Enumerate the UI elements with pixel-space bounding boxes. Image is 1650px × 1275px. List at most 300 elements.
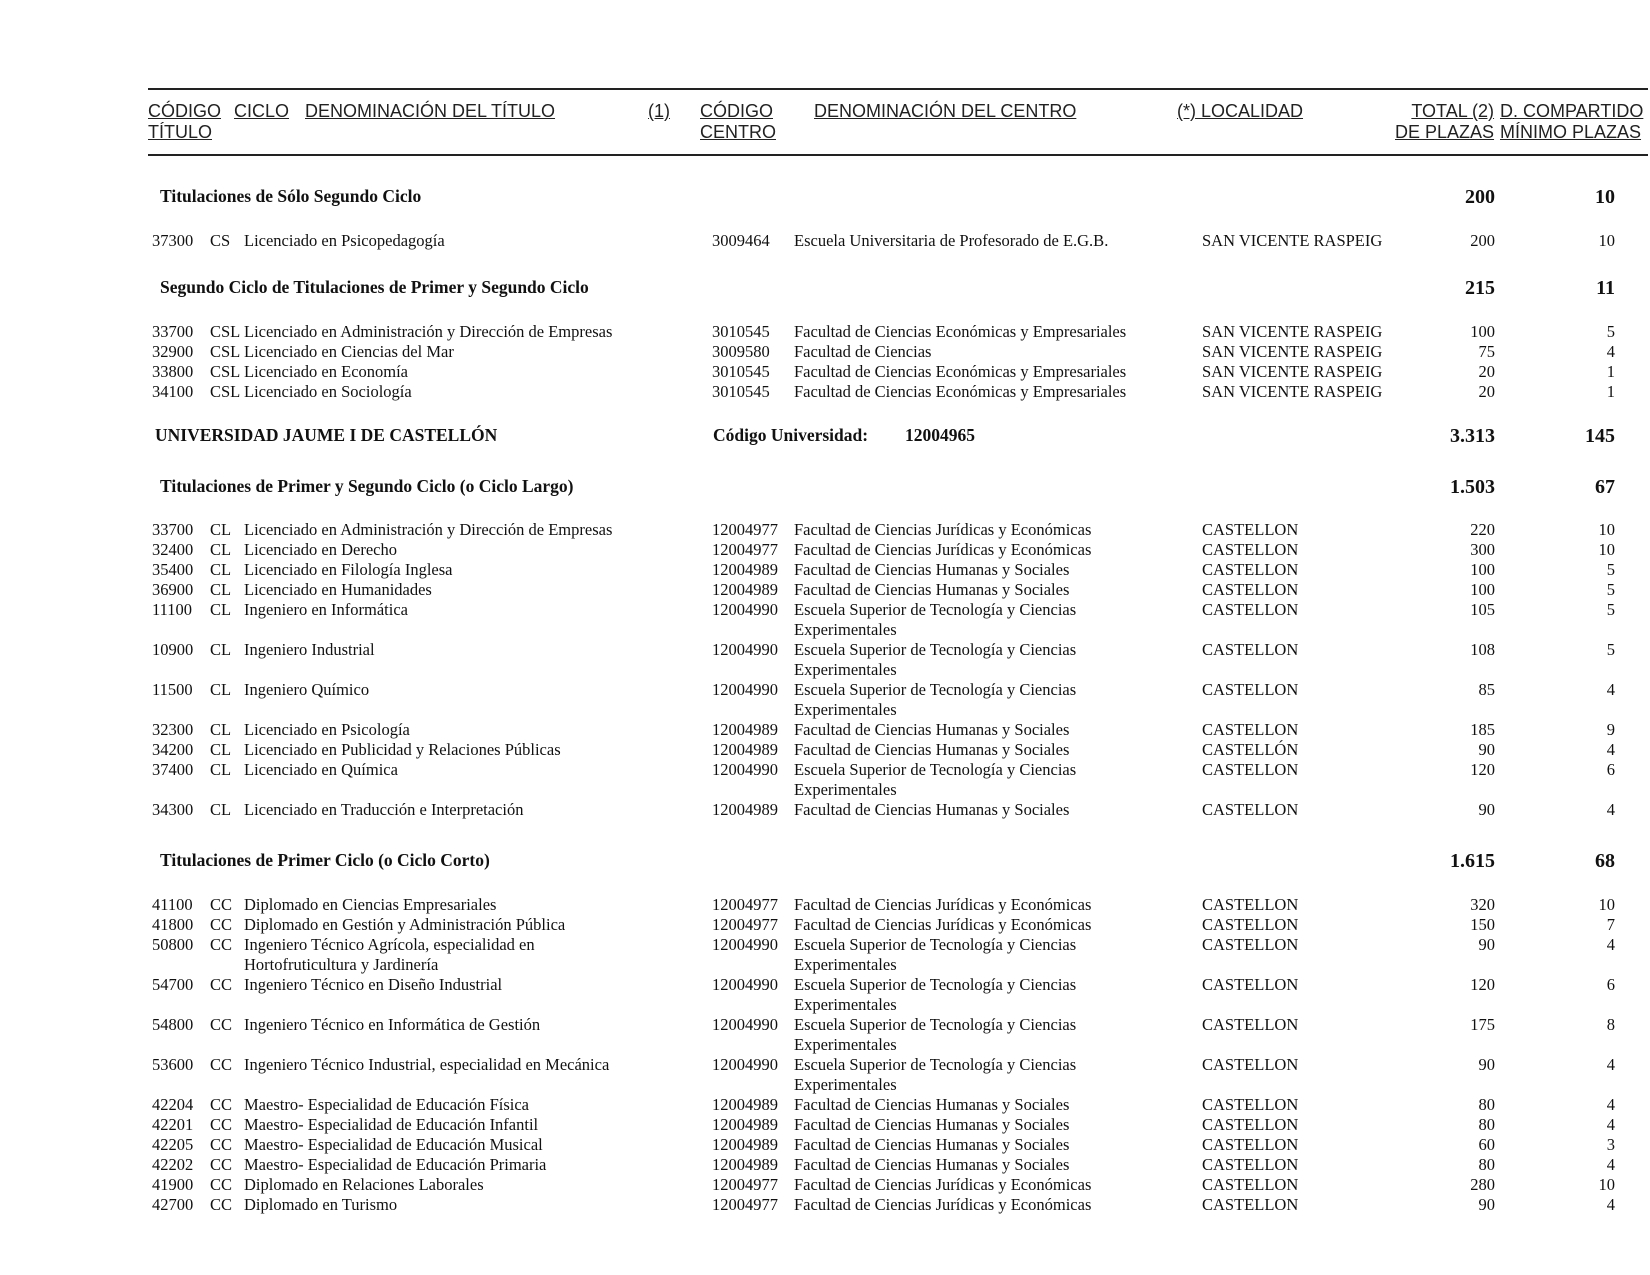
denominacion-titulo-line: Diplomado en Turismo [244,1195,398,1214]
codigo-titulo: 50800 [152,935,194,954]
codigo-titulo: 42205 [152,1135,194,1154]
denominacion-centro [794,760,1076,800]
denominacion-titulo-line: Licenciado en Administración y Dirección de Empresas [244,520,613,539]
denominacion-titulo [244,382,412,402]
table-row [0,935,1650,975]
codigo-centro: 12004989 [712,1115,778,1134]
denominacion-centro-line: Facultad de Ciencias Humanas y Sociales [794,1115,1070,1134]
denominacion-titulo-line: Ingeniero Químico [244,680,370,699]
minimo-plazas: 10 [1598,540,1615,559]
denominacion-titulo [244,1155,546,1175]
denominacion-titulo-line: Hortofruticultura y Jardinería [244,955,439,974]
denominacion-titulo [244,760,398,780]
ciclo: CC [210,1095,233,1114]
codigo-centro: 12004989 [712,560,778,579]
denominacion-titulo [244,1055,609,1075]
denominacion-titulo-line: Diplomado en Gestión y Administración Pública [244,915,566,934]
total-plazas: 100 [1470,560,1495,579]
denominacion-centro-line: Escuela Superior de Tecnología y Ciencias [794,680,1077,699]
codigo-titulo: 11500 [152,680,193,699]
denominacion-centro-line: Facultad de Ciencias Humanas y Sociales [794,1155,1070,1174]
denominacion-titulo [244,1135,543,1155]
denominacion-centro [794,975,1076,1015]
localidad: CASTELLON [1202,975,1299,994]
denominacion-titulo [244,560,452,580]
denominacion-centro [794,1175,1091,1195]
minimo-plazas: 10 [1598,1175,1615,1194]
codigo-titulo: 41100 [152,895,193,914]
denominacion-centro-line: Facultad de Ciencias Jurídicas y Económicas [794,895,1092,914]
codigo-centro: 12004989 [712,1135,778,1154]
localidad: CASTELLON [1202,720,1299,739]
localidad: CASTELLON [1202,1135,1299,1154]
total-plazas: 175 [1470,1015,1495,1034]
header-localidad: (*) LOCALIDAD [1177,101,1304,121]
codigo-titulo: 32900 [152,342,194,361]
denominacion-centro [794,1195,1091,1215]
denominacion-centro-line: Experimentales [794,780,897,799]
localidad: CASTELLON [1202,800,1299,819]
denominacion-centro [794,1055,1076,1095]
denominacion-centro [794,362,1126,382]
codigo-centro: 3010545 [712,322,770,341]
denominacion-titulo [244,231,445,251]
denominacion-centro [794,231,1108,251]
minimo-plazas: 4 [1606,1155,1615,1174]
denominacion-centro [794,740,1069,760]
minimo-plazas: 5 [1606,322,1615,341]
codigo-titulo: 36900 [152,580,194,599]
denominacion-titulo-line: Licenciado en Química [244,760,398,779]
localidad: CASTELLON [1202,1175,1299,1194]
localidad: SAN VICENTE RASPEIG [1202,342,1383,361]
codigo-titulo: 42201 [152,1115,194,1134]
denominacion-titulo [244,1015,540,1035]
header-total-plazas-line2: DE PLAZAS [1395,122,1495,142]
denominacion-centro [794,560,1069,580]
denominacion-titulo-line: Licenciado en Traducción e Interpretación [244,800,524,819]
minimo-plazas: 8 [1606,1015,1615,1034]
denominacion-centro [794,600,1076,640]
university-name: UNIVERSIDAD JAUME I DE CASTELLÓN [155,425,498,445]
minimo-plazas: 4 [1606,342,1615,361]
total-plazas: 100 [1470,580,1495,599]
localidad: CASTELLON [1202,1195,1299,1214]
denominacion-centro-line: Experimentales [794,1035,897,1054]
table-row [0,600,1650,640]
denominacion-centro-line: Experimentales [794,620,897,639]
denominacion-centro [794,1015,1076,1055]
codigo-titulo: 32300 [152,720,194,739]
localidad: CASTELLON [1202,1115,1299,1134]
denominacion-centro-line: Facultad de Ciencias Económicas y Empresariales [794,362,1127,381]
section-min-plazas: 10 [1595,186,1615,208]
total-plazas: 80 [1478,1115,1495,1134]
section-title: Segundo Ciclo de Titulaciones de Primer y Segundo Ciclo [160,277,589,297]
denominacion-titulo-line: Licenciado en Economía [244,362,409,381]
minimo-plazas: 10 [1598,520,1615,539]
total-plazas: 90 [1478,1195,1495,1214]
denominacion-titulo-line: Maestro- Especialidad de Educación Musical [244,1135,543,1154]
ciclo: CC [210,975,233,994]
total-plazas: 200 [1470,231,1495,250]
minimo-plazas: 4 [1606,1055,1615,1074]
denominacion-titulo [244,1195,397,1215]
ciclo: CSL [210,342,241,361]
denominacion-centro-line: Facultad de Ciencias Humanas y Sociales [794,800,1070,819]
section-title: Titulaciones de Primer y Segundo Ciclo (o Ciclo Largo) [160,476,574,496]
header-codigo-titulo-line2: TÍTULO [148,122,213,142]
localidad: CASTELLON [1202,540,1299,559]
ciclo: CC [210,895,233,914]
denominacion-centro-line: Escuela Superior de Tecnología y Ciencias [794,600,1077,619]
denominacion-titulo-line: Ingeniero Técnico Industrial, especialidad en Mecánica [244,1055,610,1074]
codigo-centro: 12004990 [712,1055,778,1074]
header-d-compartido-line2: MÍNIMO PLAZAS [1500,122,1642,142]
denominacion-titulo-line: Maestro- Especialidad de Educación Primaria [244,1155,547,1174]
table-row [0,760,1650,800]
denominacion-centro-line: Escuela Superior de Tecnología y Ciencias [794,975,1077,994]
localidad: SAN VICENTE RASPEIG [1202,231,1383,250]
header-codigo-centro-line1: CÓDIGO [700,101,774,121]
localidad: SAN VICENTE RASPEIG [1202,382,1383,401]
ciclo: CL [210,740,232,759]
ciclo: CL [210,580,232,599]
denominacion-titulo-line: Maestro- Especialidad de Educación Infantil [244,1115,539,1134]
ciclo: CC [210,935,233,954]
codigo-centro: 3009464 [712,231,770,250]
header-codigo-centro-line2: CENTRO [700,122,776,142]
denominacion-centro [794,342,931,362]
total-plazas: 120 [1470,760,1495,779]
codigo-titulo: 42700 [152,1195,194,1214]
denominacion-titulo-line: Licenciado en Humanidades [244,580,432,599]
header-note-1: (1) [648,101,670,121]
denominacion-centro-line: Facultad de Ciencias Económicas y Empresariales [794,382,1127,401]
ciclo: CL [210,540,232,559]
total-plazas: 320 [1470,895,1495,914]
denominacion-titulo-line: Diplomado en Relaciones Laborales [244,1175,484,1194]
minimo-plazas: 7 [1606,915,1615,934]
denominacion-centro [794,1095,1069,1115]
header-denominacion-titulo: DENOMINACIÓN DEL TÍTULO [305,101,556,121]
ciclo: CC [210,1175,233,1194]
total-plazas: 105 [1470,600,1495,619]
ciclo: CL [210,600,232,619]
codigo-titulo: 35400 [152,560,194,579]
localidad: CASTELLON [1202,1095,1299,1114]
denominacion-titulo-line: Licenciado en Psicopedagogía [244,231,445,250]
codigo-centro: 12004989 [712,740,778,759]
minimo-plazas: 4 [1606,1095,1615,1114]
table-row [0,382,1650,422]
denominacion-centro-line: Facultad de Ciencias [794,342,932,361]
codigo-titulo: 34200 [152,740,194,759]
ciclo: CC [210,1055,233,1074]
denominacion-centro [794,915,1091,935]
denominacion-titulo-line: Licenciado en Derecho [244,540,397,559]
denominacion-centro [794,1115,1069,1135]
denominacion-titulo [244,540,397,560]
minimo-plazas: 4 [1606,680,1615,699]
header-ciclo: CICLO [234,101,290,121]
minimo-plazas: 6 [1606,760,1615,779]
ciclo: CL [210,640,232,659]
denominacion-centro-line: Escuela Superior de Tecnología y Ciencias [794,1055,1077,1074]
minimo-plazas: 4 [1606,1115,1615,1134]
denominacion-centro-line: Facultad de Ciencias Humanas y Sociales [794,1095,1070,1114]
table-row [0,680,1650,720]
section-total-plazas: 1.615 [1450,850,1495,872]
denominacion-centro-line: Escuela Superior de Tecnología y Ciencias [794,935,1077,954]
denominacion-centro [794,640,1076,680]
denominacion-titulo [244,975,502,995]
denominacion-centro-line: Facultad de Ciencias Humanas y Sociales [794,1135,1070,1154]
table-row [0,1055,1650,1095]
ciclo: CC [210,915,233,934]
total-plazas: 150 [1470,915,1495,934]
denominacion-titulo [244,1175,484,1195]
localidad: CASTELLON [1202,1015,1299,1034]
denominacion-titulo [244,720,410,740]
localidad: CASTELLON [1202,680,1299,699]
localidad: CASTELLON [1202,935,1299,954]
table-row [0,1195,1650,1235]
total-plazas: 85 [1478,680,1495,699]
denominacion-centro-line: Facultad de Ciencias Humanas y Sociales [794,580,1070,599]
codigo-titulo: 33700 [152,322,194,341]
denominacion-titulo [244,1095,529,1115]
codigo-titulo: 32400 [152,540,194,559]
ciclo: CSL [210,322,241,341]
minimo-plazas: 1 [1606,362,1615,381]
ciclo: CC [210,1115,233,1134]
denominacion-titulo [244,800,523,820]
section-title: Titulaciones de Primer Ciclo (o Ciclo Corto) [160,850,490,870]
minimo-plazas: 4 [1606,1195,1615,1214]
denominacion-centro-line: Escuela Universitaria de Profesorado de E.G.B. [794,231,1109,250]
denominacion-titulo [244,935,535,975]
section-header-row [0,476,1650,516]
ciclo: CS [210,231,231,250]
university-code: 12004965 [905,425,975,445]
localidad: CASTELLON [1202,520,1299,539]
minimo-plazas: 5 [1606,600,1615,619]
codigo-centro: 12004990 [712,640,778,659]
denominacion-centro [794,1155,1069,1175]
minimo-plazas: 5 [1606,560,1615,579]
denominacion-titulo-line: Ingeniero Técnico en Informática de Gestión [244,1015,541,1034]
total-plazas: 120 [1470,975,1495,994]
ciclo: CL [210,560,232,579]
codigo-centro: 12004977 [712,520,778,539]
ciclo: CSL [210,382,241,401]
codigo-centro: 12004990 [712,1015,778,1034]
denominacion-titulo [244,680,369,700]
denominacion-centro-line: Facultad de Ciencias Humanas y Sociales [794,560,1070,579]
localidad: CASTELLON [1202,580,1299,599]
total-plazas: 60 [1478,1135,1495,1154]
localidad: CASTELLON [1202,1055,1299,1074]
codigo-centro: 12004989 [712,720,778,739]
codigo-centro: 12004977 [712,915,778,934]
denominacion-centro-line: Facultad de Ciencias Jurídicas y Económicas [794,540,1092,559]
denominacion-titulo-line: Ingeniero en Informática [244,600,409,619]
codigo-titulo: 54700 [152,975,194,994]
denominacion-titulo [244,362,408,382]
denominacion-titulo [244,600,408,620]
codigo-titulo: 41900 [152,1175,194,1194]
localidad: CASTELLON [1202,915,1299,934]
minimo-plazas: 6 [1606,975,1615,994]
localidad: SAN VICENTE RASPEIG [1202,322,1383,341]
denominacion-centro-line: Experimentales [794,660,897,679]
codigo-titulo: 33700 [152,520,194,539]
total-plazas: 90 [1478,800,1495,819]
codigo-titulo: 37300 [152,231,194,250]
section-total-plazas: 215 [1465,277,1495,299]
codigo-centro: 12004989 [712,1155,778,1174]
localidad: CASTELLÓN [1202,740,1299,759]
denominacion-titulo-line: Licenciado en Psicología [244,720,410,739]
codigo-titulo: 37400 [152,760,194,779]
section-header-row [0,850,1650,890]
denominacion-titulo [244,895,496,915]
denominacion-centro [794,895,1091,915]
codigo-centro: 12004977 [712,1175,778,1194]
minimo-plazas: 4 [1606,800,1615,819]
total-plazas: 20 [1478,382,1495,401]
denominacion-titulo [244,640,375,660]
minimo-plazas: 5 [1606,640,1615,659]
total-plazas: 80 [1478,1155,1495,1174]
ciclo: CL [210,520,232,539]
denominacion-centro [794,322,1126,342]
codigo-centro: 12004989 [712,800,778,819]
localidad: CASTELLON [1202,560,1299,579]
denominacion-titulo [244,322,612,342]
total-plazas: 90 [1478,1055,1495,1074]
codigo-titulo: 33800 [152,362,194,381]
total-plazas: 90 [1478,740,1495,759]
codigo-centro: 3010545 [712,382,770,401]
denominacion-titulo-line: Maestro- Especialidad de Educación Física [244,1095,529,1114]
university-code-label: Código Universidad: [713,425,869,445]
denominacion-centro-line: Facultad de Ciencias Económicas y Empresariales [794,322,1127,341]
ciclo: CC [210,1195,233,1214]
denominacion-titulo [244,342,454,362]
localidad: CASTELLON [1202,600,1299,619]
localidad: CASTELLON [1202,640,1299,659]
codigo-centro: 12004990 [712,760,778,779]
total-plazas: 20 [1478,362,1495,381]
section-header-row [0,186,1650,226]
denominacion-titulo-line: Ingeniero Industrial [244,640,375,659]
section-min-plazas: 11 [1596,277,1615,299]
denominacion-centro-line: Experimentales [794,955,897,974]
localidad: CASTELLON [1202,760,1299,779]
denominacion-titulo [244,580,432,600]
minimo-plazas: 4 [1606,935,1615,954]
denominacion-titulo-line: Licenciado en Ciencias del Mar [244,342,454,361]
minimo-plazas: 9 [1606,720,1615,739]
codigo-centro: 12004990 [712,600,778,619]
denominacion-titulo [244,520,612,540]
table-row [0,231,1650,271]
section-total-plazas: 1.503 [1450,476,1495,498]
denominacion-titulo [244,915,565,935]
denominacion-centro-line: Escuela Superior de Tecnología y Ciencias [794,760,1077,779]
denominacion-centro [794,520,1091,540]
table-row [0,640,1650,680]
header-denominacion-centro: DENOMINACIÓN DEL CENTRO [814,101,1077,121]
university-min-plazas: 145 [1585,425,1615,447]
ciclo: CSL [210,362,241,381]
codigo-centro: 12004977 [712,895,778,914]
denominacion-centro-line: Facultad de Ciencias Humanas y Sociales [794,720,1070,739]
codigo-centro: 3009580 [712,342,770,361]
university-header-row [0,425,1650,465]
ciclo: CL [210,680,232,699]
denominacion-titulo [244,740,561,760]
denominacion-centro [794,720,1069,740]
codigo-titulo: 10900 [152,640,194,659]
denominacion-centro [794,540,1091,560]
denominacion-centro-line: Experimentales [794,700,897,719]
codigo-centro: 12004977 [712,1195,778,1214]
localidad: CASTELLON [1202,895,1299,914]
university-total-plazas: 3.313 [1450,425,1495,447]
codigo-titulo: 42202 [152,1155,194,1174]
total-plazas: 280 [1470,1175,1495,1194]
header-total-plazas-line1: TOTAL (2) [1411,101,1495,121]
denominacion-titulo [244,1115,538,1135]
section-min-plazas: 67 [1595,476,1615,498]
denominacion-titulo-line: Licenciado en Publicidad y Relaciones Públicas [244,740,561,759]
codigo-centro: 3010545 [712,362,770,381]
section-min-plazas: 68 [1595,850,1615,872]
codigo-centro: 12004989 [712,1095,778,1114]
codigo-centro: 12004989 [712,580,778,599]
denominacion-centro [794,1135,1069,1155]
table-row [0,800,1650,840]
denominacion-titulo-line: Ingeniero Técnico en Diseño Industrial [244,975,503,994]
denominacion-titulo-line: Licenciado en Sociología [244,382,412,401]
total-plazas: 220 [1470,520,1495,539]
localidad: CASTELLON [1202,1155,1299,1174]
codigo-titulo: 53600 [152,1055,194,1074]
denominacion-centro-line: Facultad de Ciencias Humanas y Sociales [794,740,1070,759]
denominacion-centro-line: Facultad de Ciencias Jurídicas y Económicas [794,1175,1092,1194]
total-plazas: 75 [1478,342,1495,361]
ciclo: CL [210,800,232,819]
denominacion-centro-line: Experimentales [794,1075,897,1094]
localidad: SAN VICENTE RASPEIG [1202,362,1383,381]
section-header-row [0,277,1650,317]
denominacion-centro-line: Facultad de Ciencias Jurídicas y Económicas [794,1195,1092,1214]
minimo-plazas: 10 [1598,895,1615,914]
section-total-plazas: 200 [1465,186,1495,208]
denominacion-centro [794,680,1076,720]
denominacion-centro-line: Escuela Superior de Tecnología y Ciencias [794,640,1077,659]
denominacion-titulo-line: Ingeniero Técnico Agrícola, especialidad en [244,935,535,954]
total-plazas: 80 [1478,1095,1495,1114]
minimo-plazas: 5 [1606,580,1615,599]
denominacion-centro-line: Facultad de Ciencias Jurídicas y Económicas [794,915,1092,934]
table-row [0,1015,1650,1055]
codigo-titulo: 54800 [152,1015,194,1034]
codigo-titulo: 11100 [152,600,193,619]
